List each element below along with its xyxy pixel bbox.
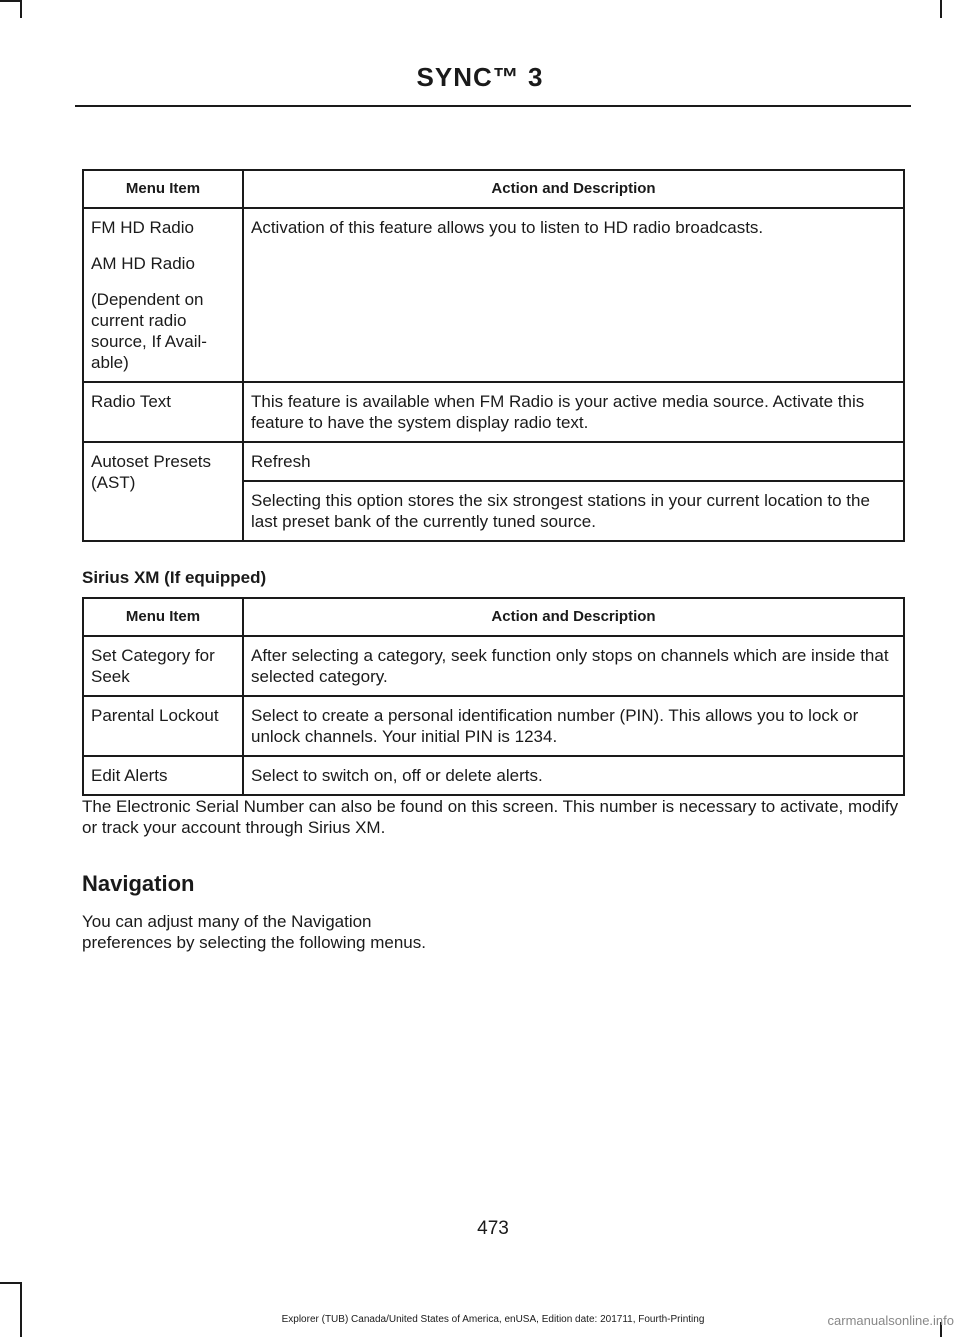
footer-edition-text: Explorer (TUB) Canada/United States of America, enUSA, Edition date: 201711, Fourth-Printing <box>281 1314 705 1325</box>
menu-item-parental-lockout: Parental Lockout <box>83 696 243 756</box>
menu-item-autoset-presets: Autoset Presets (AST) <box>83 442 243 541</box>
header-divider <box>75 105 911 107</box>
table-row <box>83 636 904 696</box>
section-heading-sirius-xm: Sirius XM (If equipped) <box>82 568 267 587</box>
table-header-row <box>83 598 904 636</box>
table-header-row <box>83 170 904 208</box>
description-cell: Activation of this feature allows you to listen to HD radio broadcasts. <box>243 208 904 382</box>
menu-item-fm-hd-radio: FM HD Radio <box>91 218 194 237</box>
column-header-action: Action and Description <box>243 598 904 636</box>
description-cell: Select to switch on, off or delete alerts. <box>243 756 904 795</box>
menu-item-set-category: Set Category for Seek <box>83 636 243 696</box>
crop-mark-top-left <box>20 0 22 18</box>
page-number: 473 <box>477 1218 509 1239</box>
page-header-title: SYNC™ 3 <box>416 62 544 92</box>
crop-mark-bottom-left <box>0 1282 22 1284</box>
section-heading-navigation: Navigation <box>82 871 195 896</box>
description-cell: Selecting this option stores the six strongest stations in your current location to the last preset bank of the currently tuned source. <box>243 481 904 541</box>
menu-item-cell <box>83 208 243 382</box>
menu-item-edit-alerts: Edit Alerts <box>83 756 243 795</box>
menu-item-note: (Dependent on current radio source, If Avail-able) <box>91 290 207 372</box>
navigation-intro-text: You can adjust many of the Navigation preferences by selecting the following menus. <box>82 912 426 952</box>
column-header-menu-item: Menu Item <box>83 170 243 208</box>
column-header-menu-item: Menu Item <box>83 598 243 636</box>
crop-mark-top-right <box>940 0 942 18</box>
crop-mark-bottom-left <box>20 1282 22 1337</box>
menu-item-am-hd-radio: AM HD Radio <box>91 254 195 273</box>
description-cell: This feature is available when FM Radio is your active media source. Activate this feature to have the system display radio text. <box>243 382 904 442</box>
table-row <box>83 756 904 795</box>
menu-item-radio-text: Radio Text <box>83 382 243 442</box>
radio-settings-table <box>82 169 905 542</box>
crop-mark-top-left <box>0 0 22 2</box>
table-row <box>83 382 904 442</box>
table-row <box>83 696 904 756</box>
description-cell: After selecting a category, seek function only stops on channels which are inside that selected category. <box>243 636 904 696</box>
description-cell: Select to create a personal identification number (PIN). This allows you to lock or unlock channels. Your initial PIN is 1234. <box>243 696 904 756</box>
watermark: carmanualsonline.info <box>827 1313 954 1328</box>
table-row <box>83 442 904 481</box>
column-header-action: Action and Description <box>243 170 904 208</box>
sirius-xm-table <box>82 597 905 796</box>
description-cell: Refresh <box>243 442 904 481</box>
serial-number-note: The Electronic Serial Number can also be found on this screen. This number is necessary to activate, modify or track your account through Sirius XM. <box>82 797 899 837</box>
table-row <box>83 208 904 382</box>
